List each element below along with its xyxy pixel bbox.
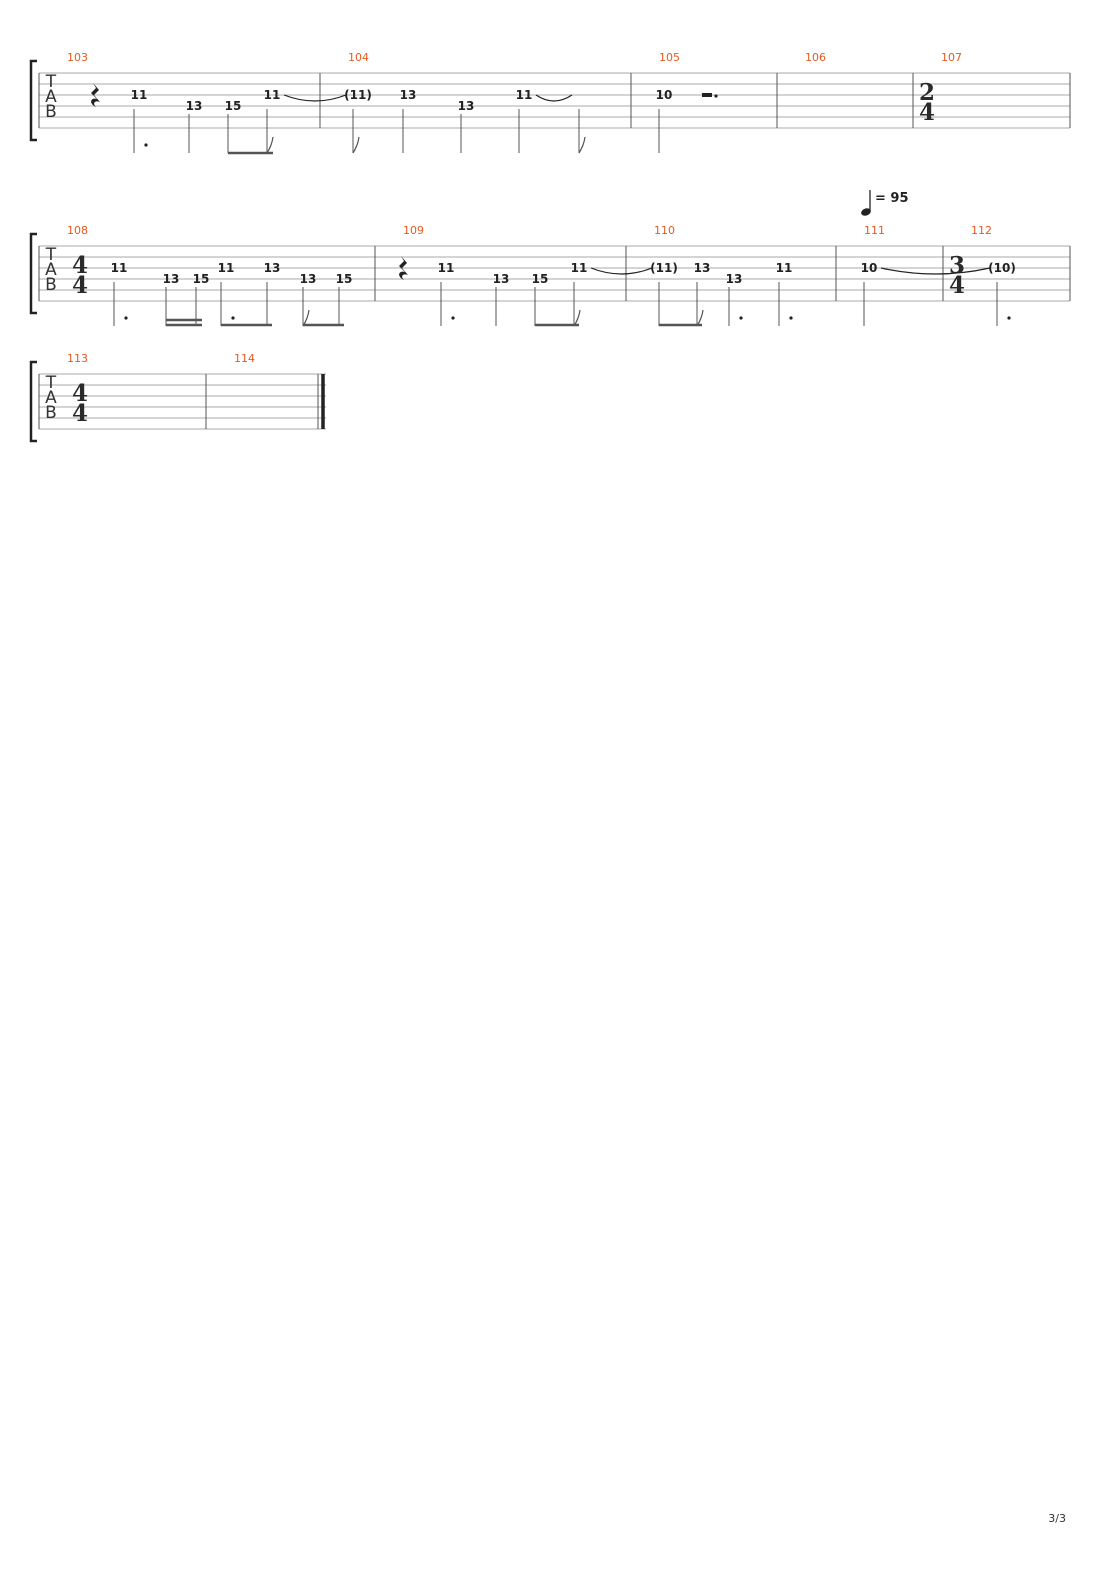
tab-clef-letter: B xyxy=(45,403,57,423)
measure-number: 114 xyxy=(234,352,255,365)
note-flag xyxy=(574,310,580,326)
fret-number: (10) xyxy=(988,261,1016,275)
fret-number: 13 xyxy=(399,88,417,102)
tie-arc xyxy=(591,268,652,274)
time-signature-bottom: 4 xyxy=(948,272,966,299)
note-flag xyxy=(579,137,585,153)
fret-number: 11 xyxy=(515,88,533,102)
fret-number: 13 xyxy=(725,272,743,286)
measure-number: 107 xyxy=(941,51,962,64)
measure-number: 110 xyxy=(654,224,675,237)
tie-arc xyxy=(284,95,346,101)
fret-number: 13 xyxy=(185,99,203,113)
measure-number: 108 xyxy=(67,224,88,237)
time-signature-bottom: 4 xyxy=(71,400,89,427)
fret-number: 10 xyxy=(655,88,673,102)
tab-clef-letter: B xyxy=(45,275,57,295)
tab-clef-letter: T xyxy=(45,373,57,393)
tab-clef-letter: A xyxy=(45,260,57,280)
measure-number: 103 xyxy=(67,51,88,64)
fret-number: 13 xyxy=(457,99,475,113)
fret-number: 11 xyxy=(437,261,455,275)
tab-clef-letter: B xyxy=(45,102,57,122)
duration-dot xyxy=(739,316,742,319)
fret-number: 11 xyxy=(217,261,235,275)
measure-number: 113 xyxy=(67,352,88,365)
tempo-value: = 95 xyxy=(875,191,909,206)
duration-dot xyxy=(789,316,792,319)
fret-number: 15 xyxy=(224,99,242,113)
fret-number: 11 xyxy=(570,261,588,275)
note-flag xyxy=(353,137,359,153)
duration-dot xyxy=(124,316,127,319)
rest-dot xyxy=(714,94,717,97)
measure-number: 105 xyxy=(659,51,680,64)
system-bracket xyxy=(31,234,37,313)
fret-number: 11 xyxy=(110,261,128,275)
fret-number: 13 xyxy=(263,261,281,275)
duration-dot xyxy=(231,316,234,319)
tab-clef-letter: A xyxy=(45,388,57,408)
measure-number: 104 xyxy=(348,51,369,64)
tab-clef-letter: A xyxy=(45,87,57,107)
tie-arc xyxy=(881,268,990,274)
fret-number: 15 xyxy=(192,272,210,286)
fret-number: 10 xyxy=(860,261,878,275)
time-signature-top: 3 xyxy=(948,252,966,279)
measure-number: 112 xyxy=(971,224,992,237)
fret-number: 11 xyxy=(775,261,793,275)
fret-number: (11) xyxy=(344,88,372,102)
fret-number: 15 xyxy=(335,272,353,286)
fret-number: 15 xyxy=(531,272,549,286)
duration-dot xyxy=(144,143,147,146)
measure-number: 106 xyxy=(805,51,826,64)
measure-number: 109 xyxy=(403,224,424,237)
note-flag xyxy=(267,137,273,153)
note-flag xyxy=(303,310,309,326)
fret-number: 13 xyxy=(162,272,180,286)
time-signature-top: 2 xyxy=(918,79,936,106)
duration-dot xyxy=(451,316,454,319)
time-signature-bottom: 4 xyxy=(918,99,936,126)
system-bracket xyxy=(31,61,37,140)
tempo-marking xyxy=(860,190,908,217)
tie-arc xyxy=(536,95,572,101)
fret-number: 13 xyxy=(492,272,510,286)
tab-system xyxy=(31,352,326,441)
time-signature-bottom: 4 xyxy=(71,272,89,299)
measure-number: 111 xyxy=(864,224,885,237)
tab-clef-letter: T xyxy=(45,245,57,265)
tab-clef-letter: T xyxy=(45,72,57,92)
note-flag xyxy=(697,310,703,326)
tab-system xyxy=(31,224,1070,313)
system-bracket xyxy=(31,362,37,441)
half-rest xyxy=(702,93,712,97)
time-signature-top: 4 xyxy=(71,380,89,407)
fret-number: (11) xyxy=(650,261,678,275)
fret-number: 11 xyxy=(263,88,281,102)
fret-number: 13 xyxy=(693,261,711,275)
fret-number: 11 xyxy=(130,88,148,102)
duration-dot xyxy=(1007,316,1010,319)
tab-system xyxy=(31,51,1070,140)
fret-number: 13 xyxy=(299,272,317,286)
page-number: 3/3 xyxy=(1048,1512,1066,1525)
time-signature-top: 4 xyxy=(71,252,89,279)
